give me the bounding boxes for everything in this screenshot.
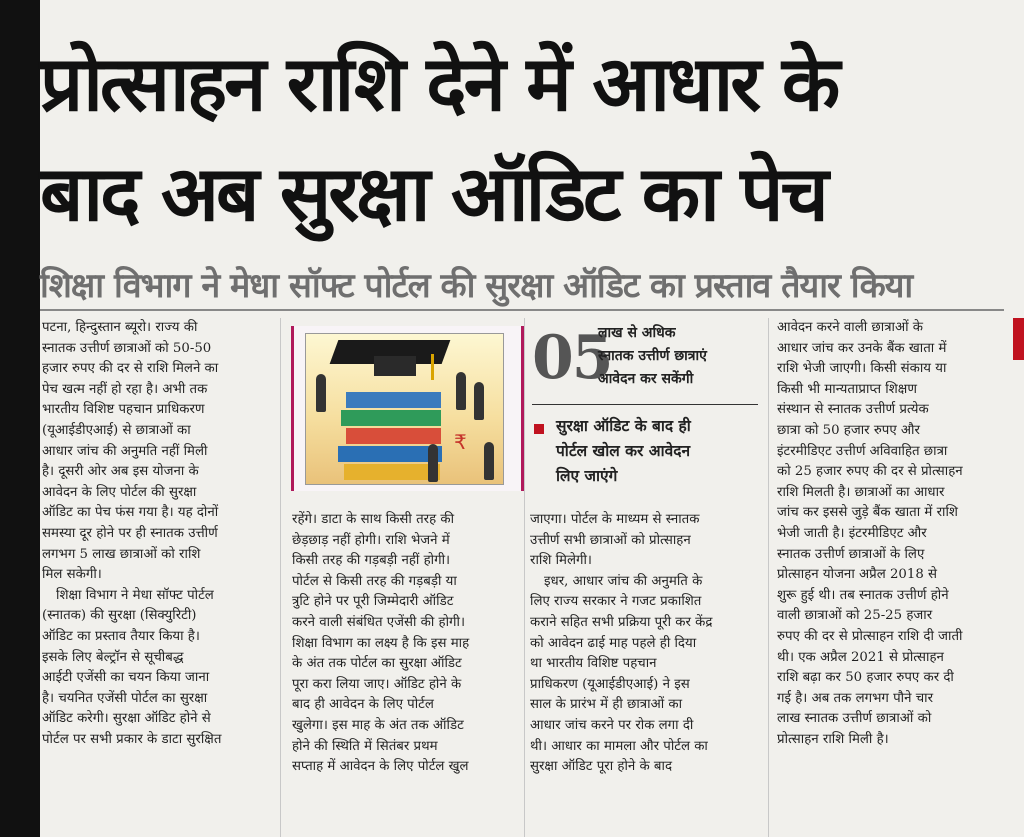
text-line: आधार जांच की अनुमति नहीं मिली: [42, 443, 208, 459]
book-icon: [341, 410, 441, 426]
text-line: इंटरमीडिएट उत्तीर्ण अविवाहित छात्रा: [777, 443, 948, 459]
text-line: पोर्टल पर सभी प्रकार के डाटा सुरक्षित: [42, 731, 222, 747]
student-silhouette-icon: [456, 372, 466, 410]
text-line: उत्तीर्ण सभी छात्राओं को प्रोत्साहन: [530, 532, 691, 548]
infobox-line: लाख से अधिक: [598, 325, 676, 341]
text-line: छेड़छाड़ नहीं होगी। राशि भेजने में: [292, 532, 450, 548]
student-silhouette-icon: [316, 374, 326, 412]
rupee-symbol-icon: ₹: [454, 430, 467, 454]
text-line: समस्या दूर होने पर ही स्नातक उत्तीर्ण: [42, 525, 218, 541]
text-line: होने की स्थिति में सितंबर प्रथम: [292, 738, 438, 754]
text-line: आधार जांच करने पर रोक लगा दी: [530, 717, 694, 733]
text-line: पेच खत्म नहीं हो रहा है। अभी तक: [42, 381, 208, 397]
infobox-divider: [532, 404, 758, 405]
red-bullet-icon: [534, 424, 544, 434]
text-line: इधर, आधार जांच की अनुमति के: [544, 573, 703, 589]
text-line: शिक्षा विभाग का लक्ष्य है कि इस माह: [292, 635, 470, 651]
cap-tassel: [431, 354, 434, 380]
text-line: ऑडिट का पेच फंस गया है। यह दोनों: [42, 505, 219, 521]
text-line: है। दूसरी ओर अब इस योजना के: [42, 464, 199, 480]
text-line: शुरू हुई थी। तब स्नातक उत्तीर्ण होने: [777, 587, 949, 603]
text-line: था भारतीय विशिष्ट पहचान: [530, 656, 657, 672]
text-line: सप्ताह में आवेदन के लिए पोर्टल खुल: [292, 759, 469, 775]
student-silhouette-icon: [428, 444, 438, 482]
text-line: संस्थान से स्नातक उत्तीर्ण प्रत्येक: [777, 402, 929, 418]
text-line: बाद ही आवेदन के लिए पोर्टल: [292, 697, 434, 713]
student-silhouette-icon: [474, 382, 484, 420]
text-line: पटना, हिन्दुस्तान ब्यूरो। राज्य की: [42, 320, 198, 335]
text-line: किसी तरह की गड़बड़ी नहीं होगी।: [292, 553, 451, 569]
text-line: सुरक्षा ऑडिट पूरा होने के बाद: [530, 759, 673, 775]
text-line: आवेदन करने वाली छात्राओं के: [777, 320, 924, 335]
infobox-bullet: [556, 414, 756, 489]
infobox-number: 05: [532, 323, 612, 393]
text-line: लाख स्नातक उत्तीर्ण छात्राओं को: [777, 711, 932, 727]
infobox-line: स्नातक उत्तीर्ण छात्राएं: [598, 348, 707, 364]
bullet-line: लिए जाएंगे: [556, 467, 618, 485]
text-line: प्रोत्साहन राशि मिली है।: [777, 731, 889, 747]
bullet-line: पोर्टल खोल कर आवेदन: [556, 442, 691, 460]
graduation-cap-illustration: [305, 333, 504, 485]
text-line: स्नातक उत्तीर्ण छात्राओं को 50-50: [42, 340, 212, 356]
infobox-line: आवेदन कर सकेंगी: [598, 371, 694, 387]
cap-base: [374, 356, 416, 376]
text-line: रुपए की दर से प्रोत्साहन राशि दी जाती: [777, 628, 963, 644]
text-line: कराने सहित सभी प्रक्रिया पूरी कर केंद्र: [530, 614, 713, 630]
text-line: लिए राज्य सरकार ने गजट प्रकाशित: [530, 594, 702, 610]
text-line: पूरा करा लिया जाए। ऑडिट होने के: [292, 676, 462, 692]
article-column-3: [530, 510, 756, 778]
book-icon: [344, 464, 440, 480]
text-line: थी। आधार का मामला और पोर्टल का: [530, 738, 708, 754]
text-line: ऑडिट करेगी। सुरक्षा ऑडिट होने से: [42, 711, 211, 727]
text-line: किसी भी मान्यताप्राप्त शिक्षण: [777, 381, 917, 397]
column-divider: [280, 318, 281, 837]
article-column-1: [42, 318, 270, 750]
text-line: लगभग 5 लाख छात्राओं को राशि: [42, 546, 201, 562]
text-line: के अंत तक पोर्टल का सुरक्षा ऑडिट: [292, 656, 462, 672]
text-line: रहेंगे। डाटा के साथ किसी तरह की: [292, 512, 455, 527]
text-line: हजार रुपए की दर से राशि मिलने का: [42, 361, 219, 377]
column-divider: [768, 318, 769, 837]
text-line: शिक्षा विभाग ने मेधा सॉफ्ट पोर्टल: [56, 587, 214, 603]
text-line: राशि भेजी जाएगी। किसी संकाय या: [777, 361, 947, 377]
text-line: प्राधिकरण (यूआईडीएआई) ने इस: [530, 676, 690, 692]
text-line: ऑडिट का प्रस्ताव तैयार किया है।: [42, 628, 200, 644]
book-icon: [346, 392, 441, 408]
text-line: राशि मिलती है। छात्राओं का आधार: [777, 484, 945, 500]
article-column-2: [292, 510, 518, 778]
adjacent-page-edge: [1004, 0, 1024, 837]
text-line: आवेदन के लिए पोर्टल की सुरक्षा: [42, 484, 197, 500]
text-line: त्रुटि होने पर पूरी जिम्मेदारी ऑडिट: [292, 594, 454, 610]
text-line: भेजी जाती है। इंटरमीडिएट और: [777, 525, 927, 541]
text-line: छात्रा को 50 हजार रुपए और: [777, 422, 920, 438]
text-line: प्रोत्साहन योजना अप्रैल 2018 से: [777, 567, 938, 583]
left-dark-border: [0, 0, 40, 837]
text-line: (यूआईडीएआई) से छात्राओं का: [42, 422, 191, 438]
text-line: राशि मिलेगी।: [530, 553, 592, 569]
book-icon: [346, 428, 441, 444]
text-line: जांच कर इससे जुड़े बैंक खाता में राशि: [777, 505, 958, 521]
text-line: थी। एक अप्रैल 2021 से प्रोत्साहन: [777, 649, 944, 665]
text-line: आईटी एजेंसी का चयन किया जाना: [42, 670, 210, 686]
infobox-text: [598, 322, 758, 391]
text-line: है। चयनित एजेंसी पोर्टल का सुरक्षा: [42, 690, 208, 706]
adjacent-page-red-mark: [1013, 318, 1024, 360]
bullet-line: सुरक्षा ऑडिट के बाद ही: [556, 417, 691, 435]
text-line: राशि बढ़ा कर 50 हजार रुपए कर दी: [777, 670, 954, 686]
text-line: पोर्टल से किसी तरह की गड़बड़ी या: [292, 573, 457, 589]
article-column-4: [777, 318, 1002, 750]
text-line: (स्नातक) की सुरक्षा (सिक्युरिटी): [42, 608, 197, 624]
text-line: स्नातक उत्तीर्ण छात्राओं के लिए: [777, 546, 925, 562]
text-line: गई है। अब तक लगभग पौने चार: [777, 690, 934, 706]
headline-divider: [40, 309, 1004, 311]
text-line: साल के प्रारंभ में ही छात्राओं का: [530, 697, 683, 713]
headline-line-1: प्रोत्साहन राशि देने में आधार के: [40, 39, 838, 128]
column-divider: [524, 318, 525, 837]
text-line: को 25 हजार रुपए की दर से प्रोत्साहन: [777, 464, 963, 480]
book-icon: [338, 446, 442, 462]
text-line: इसके लिए बेल्ट्रॉन से सूचीबद्ध: [42, 649, 184, 665]
text-line: जाएगा। पोर्टल के माध्यम से स्नातक: [530, 512, 700, 527]
text-line: को आवेदन ढाई माह पहले ही दिया: [530, 635, 697, 651]
text-line: करने वाली संबंधित एजेंसी की होगी।: [292, 614, 466, 630]
subheadline: शिक्षा विभाग ने मेधा सॉफ्ट पोर्टल की सुरक्षा ऑडिट का प्रस्ताव तैयार किया: [40, 266, 913, 306]
text-line: खुलेगा। इस माह के अंत तक ऑडिट: [292, 717, 464, 733]
student-silhouette-icon: [484, 442, 494, 480]
text-line: आधार जांच कर उनके बैंक खाता में: [777, 340, 947, 356]
text-line: भारतीय विशिष्ट पहचान प्राधिकरण: [42, 402, 205, 418]
headline-line-2: बाद अब सुरक्षा ऑडिट का पेच: [40, 149, 826, 238]
text-line: वाली छात्राओं को 25-25 हजार: [777, 608, 933, 624]
text-line: मिल सकेगी।: [42, 567, 102, 583]
